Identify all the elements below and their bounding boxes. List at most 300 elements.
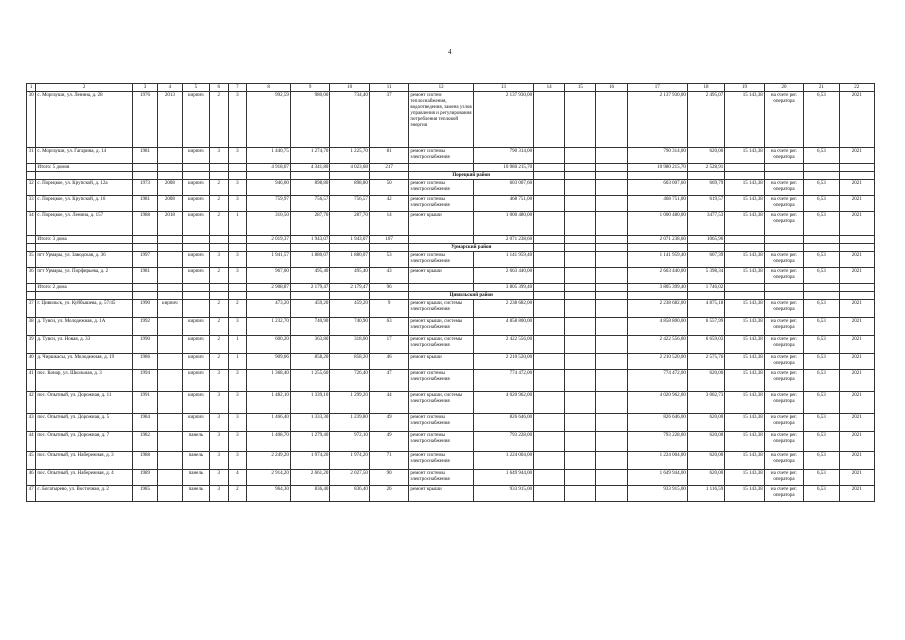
- table-cell: [132, 284, 157, 292]
- table-cell: [132, 164, 157, 172]
- table-cell: кирпич: [182, 252, 209, 268]
- table-cell: 310,50: [247, 212, 291, 236]
- empty-cell: [725, 292, 764, 300]
- empty-cell: [369, 244, 408, 252]
- table-cell: [534, 164, 565, 172]
- table-cell: 858,20: [290, 354, 329, 370]
- table-cell: 2 179,47: [290, 284, 329, 292]
- table-cell: [839, 284, 874, 292]
- table-cell: на счете рег. оператора: [764, 470, 803, 486]
- table-cell: 2: [209, 318, 228, 336]
- table-cell: 1 368,40: [247, 370, 291, 392]
- table-cell: 933 915,00: [473, 486, 533, 502]
- table-cell: д. Тувси, ул. Новая, д. 33: [36, 336, 133, 354]
- empty-cell: [330, 292, 369, 300]
- table-cell: 4 875,18: [687, 300, 724, 318]
- table-cell: 2: [209, 180, 228, 196]
- table-cell: 1 408,70: [247, 432, 291, 452]
- table-cell: [596, 452, 627, 470]
- table-cell: 468 751,00: [627, 196, 687, 212]
- table-cell: кирпич: [182, 414, 209, 432]
- table-cell: [596, 470, 627, 486]
- table-cell: 826 646,00: [473, 414, 533, 432]
- table-cell: 603 007,60: [473, 180, 533, 196]
- empty-cell: [157, 292, 182, 300]
- table-cell: пос. Опытный, ул. Дорожная, д. 5: [36, 414, 133, 432]
- table-cell: [157, 432, 182, 452]
- table-cell: [27, 284, 36, 292]
- table-cell: 3: [228, 370, 247, 392]
- table-cell: 3: [228, 92, 247, 148]
- table-cell: 1 224 004,00: [473, 452, 533, 470]
- table-cell: на счете рег. оператора: [764, 212, 803, 236]
- column-number: 10: [330, 84, 369, 92]
- table-cell: 81: [369, 148, 408, 164]
- table-cell: 3: [209, 414, 228, 432]
- table-cell: 1973: [132, 180, 157, 196]
- table-cell: 2: [228, 486, 247, 502]
- table-cell: 2 238 682,00: [627, 300, 687, 318]
- table-cell: 15 143,38: [725, 392, 764, 414]
- table-cell: 3 805 399,40: [627, 284, 687, 292]
- house-row: [27, 92, 875, 148]
- empty-cell: [290, 292, 329, 300]
- column-number: 5: [182, 84, 209, 92]
- table-cell: 2 238 682,00: [473, 300, 533, 318]
- table-cell: 759,97: [247, 196, 291, 212]
- table-cell: кирпич: [182, 354, 209, 370]
- table-cell: [596, 92, 627, 148]
- table-cell: [182, 236, 209, 244]
- table-cell: [596, 486, 627, 502]
- table-cell: 1 440,75: [247, 148, 291, 164]
- house-row: [27, 354, 875, 370]
- column-number: 17: [627, 84, 687, 92]
- table-cell: 2: [209, 92, 228, 148]
- table-cell: 6,53: [804, 196, 839, 212]
- table-cell: 1 482,10: [247, 392, 291, 414]
- table-cell: 1: [228, 354, 247, 370]
- table-cell: [157, 392, 182, 414]
- house-row: [27, 370, 875, 392]
- table-cell: на счете рег. оператора: [764, 432, 803, 452]
- table-cell: 1982: [132, 432, 157, 452]
- table-cell: 4 020 962,00: [473, 392, 533, 414]
- table-cell: 96: [369, 284, 408, 292]
- table-cell: 1 141 959,40: [473, 252, 533, 268]
- table-cell: панель: [182, 470, 209, 486]
- table-cell: ремонт крыши, системы электроснабжения: [409, 300, 473, 318]
- table-cell: [804, 236, 839, 244]
- table-cell: 3: [209, 370, 228, 392]
- table-cell: 17: [369, 336, 408, 354]
- table-cell: д. Тувси, ул. Молодежная, д. 1А: [36, 318, 133, 336]
- table-cell: [565, 392, 596, 414]
- table-cell: 15 143,38: [725, 318, 764, 336]
- table-cell: 967,00: [247, 268, 291, 284]
- table-cell: [157, 164, 182, 172]
- table-cell: 15 143,38: [725, 92, 764, 148]
- table-cell: 15 143,38: [725, 370, 764, 392]
- total-row: [27, 236, 875, 244]
- empty-cell: [36, 292, 133, 300]
- table-cell: 15 143,38: [725, 268, 764, 284]
- table-cell: [596, 300, 627, 318]
- table-cell: 44: [27, 432, 36, 452]
- table-cell: [534, 432, 565, 452]
- table-cell: 1984: [132, 414, 157, 432]
- table-cell: 468 751,00: [473, 196, 533, 212]
- table-cell: 2021: [839, 196, 874, 212]
- table-cell: 46: [27, 470, 36, 486]
- table-cell: 3: [228, 148, 247, 164]
- table-cell: [565, 336, 596, 354]
- table-cell: ремонт системы электроснабжения: [409, 148, 473, 164]
- table-cell: [565, 212, 596, 236]
- table-cell: 2021: [839, 148, 874, 164]
- table-cell: 2021: [839, 180, 874, 196]
- table-cell: 1994: [132, 370, 157, 392]
- table-cell: 1 466,40: [247, 414, 291, 432]
- empty-cell: [209, 172, 228, 180]
- table-cell: [534, 236, 565, 244]
- table-cell: 15 143,38: [725, 252, 764, 268]
- empty-cell: [596, 292, 627, 300]
- column-number: 3: [132, 84, 157, 92]
- empty-cell: [839, 292, 874, 300]
- table-cell: [157, 370, 182, 392]
- table-cell: 2021: [839, 414, 874, 432]
- column-number: 14: [534, 84, 565, 92]
- table-cell: 1 333,30: [290, 414, 329, 432]
- table-cell: [565, 300, 596, 318]
- table-cell: [409, 284, 473, 292]
- empty-cell: [132, 292, 157, 300]
- table-cell: на счете рег. оператора: [764, 148, 803, 164]
- table-cell: 4 020 962,00: [627, 392, 687, 414]
- table-cell: 1990: [132, 300, 157, 318]
- table-cell: 1 224 004,00: [627, 452, 687, 470]
- table-cell: [565, 148, 596, 164]
- table-cell: 459,20: [290, 300, 329, 318]
- table-cell: Итого: 2 дома: [36, 284, 133, 292]
- table-cell: 1: [228, 212, 247, 236]
- empty-cell: [157, 172, 182, 180]
- table-cell: 2021: [839, 354, 874, 370]
- table-cell: 620,00: [687, 452, 724, 470]
- table-cell: 740,90: [290, 318, 329, 336]
- table-cell: ремонт крыши, системы электроснабжения: [409, 392, 473, 414]
- table-cell: 3: [209, 432, 228, 452]
- table-cell: 2 210 520,00: [473, 354, 533, 370]
- table-cell: кирпич: [182, 148, 209, 164]
- table-cell: 2 663 440,00: [627, 268, 687, 284]
- table-cell: на счете рег. оператора: [764, 336, 803, 354]
- table-cell: с. Моргауши, ул. Гагарина, д. 14: [36, 148, 133, 164]
- table-cell: 6,53: [804, 148, 839, 164]
- table-cell: 3: [209, 470, 228, 486]
- table-cell: 495,40: [290, 268, 329, 284]
- house-row: [27, 180, 875, 196]
- table-cell: 607,39: [687, 252, 724, 268]
- table-cell: 2: [209, 354, 228, 370]
- table-cell: [565, 92, 596, 148]
- table-cell: [157, 252, 182, 268]
- empty-cell: [290, 244, 329, 252]
- table-cell: [725, 284, 764, 292]
- empty-cell: [369, 292, 408, 300]
- table-cell: [157, 486, 182, 502]
- table-cell: 1 299,20: [330, 392, 369, 414]
- table-cell: [596, 432, 627, 452]
- table-cell: 1981: [132, 196, 157, 212]
- table-cell: 2021: [839, 392, 874, 414]
- table-cell: 43: [27, 414, 36, 432]
- table-cell: 2 661,20: [290, 470, 329, 486]
- table-cell: [157, 268, 182, 284]
- table-cell: [534, 392, 565, 414]
- table-cell: 2018: [157, 212, 182, 236]
- table-cell: [839, 236, 874, 244]
- table-cell: 15 143,38: [725, 196, 764, 212]
- table-cell: 46: [369, 354, 408, 370]
- table-cell: панель: [182, 452, 209, 470]
- table-cell: кирпич: [182, 180, 209, 196]
- table-cell: 2 249,20: [247, 452, 291, 470]
- table-cell: 980,00: [290, 92, 329, 148]
- table-cell: Итого: 3 дома: [36, 236, 133, 244]
- empty-cell: [839, 244, 874, 252]
- table-cell: 972,10: [330, 432, 369, 452]
- table-cell: 1976: [132, 92, 157, 148]
- section-title: Урмарский район: [409, 244, 534, 252]
- column-number: 4: [157, 84, 182, 92]
- table-cell: ремонт крыши: [409, 212, 473, 236]
- table-cell: 2: [209, 196, 228, 212]
- table-cell: 620,00: [687, 370, 724, 392]
- table-cell: [596, 268, 627, 284]
- table-cell: 1 974,20: [290, 452, 329, 470]
- empty-cell: [596, 172, 627, 180]
- table-cell: 6,53: [804, 92, 839, 148]
- table-cell: 2013: [157, 92, 182, 148]
- table-cell: [27, 236, 36, 244]
- table-cell: 6,53: [804, 354, 839, 370]
- empty-cell: [565, 292, 596, 300]
- table-cell: с. Порецкое, ул. Крупской, д. 16: [36, 196, 133, 212]
- house-row: [27, 336, 875, 354]
- table-cell: [804, 164, 839, 172]
- table-cell: 15 143,38: [725, 212, 764, 236]
- table-cell: [534, 268, 565, 284]
- table-cell: 47: [27, 486, 36, 502]
- table-cell: 6 557,99: [687, 318, 724, 336]
- table-cell: с. Моргауши, ул. Ленина, д. 28: [36, 92, 133, 148]
- empty-cell: [182, 172, 209, 180]
- table-cell: 6,53: [804, 432, 839, 452]
- empty-cell: [330, 244, 369, 252]
- housing-repair-table: [26, 83, 875, 502]
- table-cell: пос. Опытный, ул. Набережная, д. 3: [36, 452, 133, 470]
- empty-cell: [764, 292, 803, 300]
- table-cell: 2 422 556,00: [627, 336, 687, 354]
- column-number: 6: [209, 84, 228, 92]
- table-cell: [534, 354, 565, 370]
- table-cell: 3: [228, 252, 247, 268]
- table-cell: 726,40: [330, 370, 369, 392]
- table-cell: 1988: [132, 212, 157, 236]
- table-cell: на счете рег. оператора: [764, 196, 803, 212]
- table-cell: на счете рег. оператора: [764, 300, 803, 318]
- empty-cell: [182, 244, 209, 252]
- table-cell: 1 941,57: [247, 252, 291, 268]
- table-cell: [764, 236, 803, 244]
- table-cell: кирпич: [182, 392, 209, 414]
- table-cell: [157, 414, 182, 432]
- table-cell: 793 228,00: [627, 432, 687, 452]
- table-cell: 1 339,10: [290, 392, 329, 414]
- house-row: [27, 318, 875, 336]
- table-cell: [534, 148, 565, 164]
- table-cell: ремонт системы электроснабжения: [409, 180, 473, 196]
- table-cell: [228, 164, 247, 172]
- table-cell: [534, 212, 565, 236]
- table-cell: [565, 354, 596, 370]
- column-number: 2: [36, 84, 133, 92]
- table-cell: 6,53: [804, 370, 839, 392]
- empty-cell: [725, 172, 764, 180]
- column-number: 22: [839, 84, 874, 92]
- table-cell: кирпич: [182, 196, 209, 212]
- empty-cell: [209, 292, 228, 300]
- table-cell: 26: [369, 486, 408, 502]
- table-cell: 992,59: [247, 92, 291, 148]
- table-cell: г. Цивильск, ул. Куйбышева, д. 57/45: [36, 300, 133, 318]
- table-cell: [534, 196, 565, 212]
- table-cell: 107: [369, 236, 408, 244]
- table-cell: 1 943,07: [330, 236, 369, 244]
- table-cell: 15 143,38: [725, 336, 764, 354]
- table-cell: 2: [228, 300, 247, 318]
- table-cell: на счете рег. оператора: [764, 92, 803, 148]
- table-cell: [182, 164, 209, 172]
- table-cell: 35: [27, 252, 36, 268]
- table-cell: 3: [228, 318, 247, 336]
- house-row: [27, 268, 875, 284]
- table-cell: 47: [369, 370, 408, 392]
- table-cell: [725, 164, 764, 172]
- table-cell: 15 143,38: [725, 300, 764, 318]
- section-row: [27, 172, 875, 180]
- section-title: Цивильский район: [409, 292, 534, 300]
- table-cell: 836,40: [290, 486, 329, 502]
- table-cell: 6,53: [804, 470, 839, 486]
- table-cell: 6,53: [804, 268, 839, 284]
- table-cell: [157, 470, 182, 486]
- table-cell: 2021: [839, 470, 874, 486]
- table-cell: 90: [369, 470, 408, 486]
- table-cell: 15 143,38: [725, 486, 764, 502]
- table-cell: кирпич: [182, 92, 209, 148]
- table-cell: [565, 236, 596, 244]
- table-cell: 3 805 399,40: [473, 284, 533, 292]
- table-cell: 1 649 944,00: [473, 470, 533, 486]
- table-cell: 619,57: [687, 196, 724, 212]
- house-row: [27, 452, 875, 470]
- table-cell: [565, 370, 596, 392]
- table-cell: 964,30: [247, 486, 291, 502]
- table-cell: [534, 92, 565, 148]
- table-cell: 2 179,47: [330, 284, 369, 292]
- table-cell: 459,20: [330, 300, 369, 318]
- table-cell: с. Богатырево, ул. Восточная, д. 2: [36, 486, 133, 502]
- table-cell: [534, 414, 565, 432]
- table-cell: 3: [228, 392, 247, 414]
- table-cell: 3: [209, 452, 228, 470]
- table-cell: 287,70: [330, 212, 369, 236]
- table-cell: 6 659,03: [687, 336, 724, 354]
- table-cell: 1991: [132, 392, 157, 414]
- table-cell: 318,00: [330, 336, 369, 354]
- empty-cell: [36, 172, 133, 180]
- table-cell: [157, 452, 182, 470]
- column-number: 12: [409, 84, 473, 92]
- section-row: [27, 292, 875, 300]
- table-cell: 3: [228, 268, 247, 284]
- empty-cell: [247, 292, 291, 300]
- table-cell: 669,79: [687, 180, 724, 196]
- table-cell: ремонт системы электроснабжения: [409, 252, 473, 268]
- table-cell: 44: [369, 392, 408, 414]
- table-cell: 1992: [132, 318, 157, 336]
- table-cell: [596, 318, 627, 336]
- section-title: Порецкий район: [409, 172, 534, 180]
- table-cell: 42: [27, 392, 36, 414]
- table-cell: [565, 268, 596, 284]
- table-cell: Итого: 5 домов: [36, 164, 133, 172]
- table-cell: 620,00: [687, 470, 724, 486]
- table-cell: пос. Опытный, ул. Набережная, д. 4: [36, 470, 133, 486]
- table-cell: [596, 392, 627, 414]
- table-cell: 2 210 520,00: [627, 354, 687, 370]
- empty-cell: [627, 244, 687, 252]
- table-cell: 6,53: [804, 336, 839, 354]
- table-cell: пгт Урмары, ул. Порфирьева, д. 2: [36, 268, 133, 284]
- table-cell: 3: [228, 452, 247, 470]
- empty-cell: [764, 244, 803, 252]
- table-cell: 5 398,34: [687, 268, 724, 284]
- table-cell: 1981: [132, 268, 157, 284]
- table-cell: 6,53: [804, 414, 839, 432]
- table-cell: [157, 284, 182, 292]
- table-cell: 43: [369, 268, 408, 284]
- table-cell: [565, 318, 596, 336]
- table-cell: 2: [209, 268, 228, 284]
- table-cell: [596, 336, 627, 354]
- table-cell: 2: [209, 212, 228, 236]
- table-cell: 2021: [839, 212, 874, 236]
- table-cell: 774 472,00: [473, 370, 533, 392]
- table-cell: пос. Опытный, ул. Дорожная, д. 11: [36, 392, 133, 414]
- table-cell: 49: [369, 414, 408, 432]
- empty-cell: [209, 244, 228, 252]
- table-cell: 6,53: [804, 300, 839, 318]
- table-cell: 3: [228, 414, 247, 432]
- table-cell: ремонт систем теплоснабжения, водоотведения, замена узлов управления и регулирования потребления тепловой энергии: [409, 92, 473, 148]
- column-number: 11: [369, 84, 408, 92]
- table-cell: [228, 284, 247, 292]
- empty-cell: [839, 172, 874, 180]
